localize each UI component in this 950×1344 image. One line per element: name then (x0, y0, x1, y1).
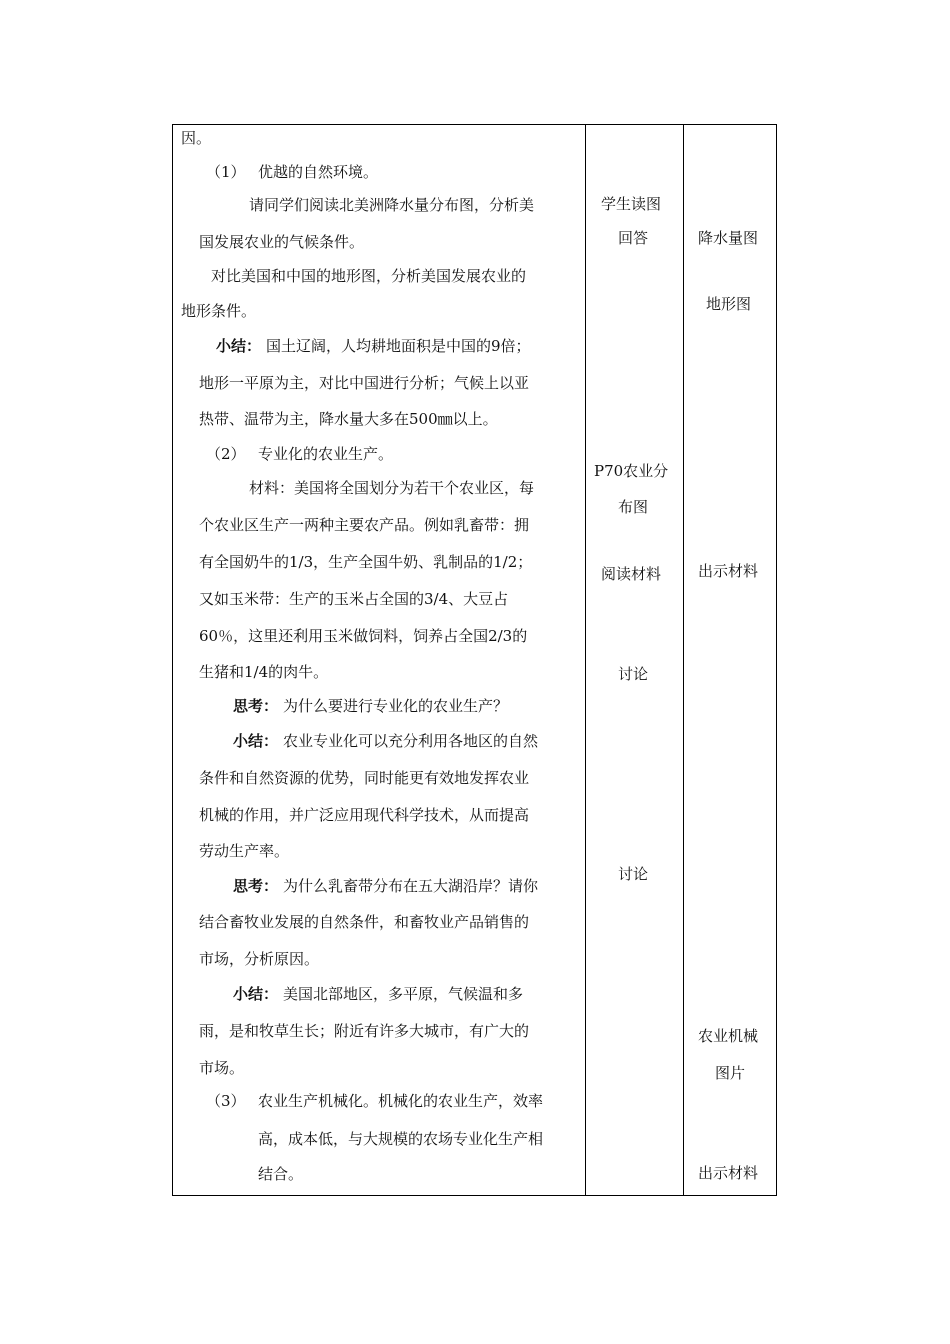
section-heading: 专业化的农业生产。 (258, 445, 394, 463)
activity-text: 阅读材料 (601, 565, 662, 583)
text-line: 市场。 (199, 1059, 245, 1077)
activity-text: 布图 (618, 498, 649, 516)
text-line: 为什么乳畜带分布在五大湖沿岸？请你 (283, 877, 539, 895)
activity-text: 讨论 (618, 865, 649, 883)
text-line: 地形一平原为主，对比中国进行分析；气候上以亚 (199, 374, 530, 392)
text-line: 热带、温带为主，降水量大多在500㎜以上。 (199, 410, 498, 428)
text-line: 国发展农业的气候条件。 (199, 233, 365, 251)
section-heading: 优越的自然环境。 (258, 163, 379, 181)
media-text: 出示材料 (698, 1164, 759, 1182)
think-label: 思考： (233, 877, 279, 895)
activity-text: P70农业分 (594, 462, 669, 480)
text-line: 农业专业化可以充分利用各地区的自然 (283, 732, 539, 750)
media-text: 地形图 (706, 295, 752, 313)
text-line: 美国北部地区，多平原，气候温和多 (283, 985, 524, 1003)
summary-label: 小结： (216, 337, 262, 355)
item-number: （2） (206, 445, 246, 463)
activity-text: 讨论 (618, 665, 649, 683)
text-line: 结合。 (258, 1165, 304, 1183)
text-line: 机械的作用，并广泛应用现代科学技术，从而提高 (199, 806, 530, 824)
text-line: 生猪和1/4的肉牛。 (199, 663, 329, 681)
text-line: 有全国奶牛的1/3，生产全国牛奶、乳制品的1/2； (199, 553, 533, 571)
think-label: 思考： (233, 697, 279, 715)
text-line: 又如玉米带：生产的玉米占全国的3/4、大豆占 (199, 590, 509, 608)
text-line: 国土辽阔，人均耕地面积是中国的9倍； (266, 337, 531, 355)
text-line: 雨，是和牧草生长；附近有许多大城市，有广大的 (199, 1022, 530, 1040)
activity-text: 回答 (618, 229, 649, 247)
item-number: （1） (206, 163, 246, 181)
text-line: 条件和自然资源的优势，同时能更有效地发挥农业 (199, 769, 530, 787)
section-heading: 农业生产机械化。机械化的农业生产，效率 (258, 1092, 544, 1110)
text-line: 对比美国和中国的地形图，分析美国发展农业的 (211, 267, 527, 285)
summary-label: 小结： (233, 985, 279, 1003)
summary-label: 小结： (233, 732, 279, 750)
column-divider (683, 125, 684, 1195)
media-text: 降水量图 (698, 229, 759, 247)
media-text: 出示材料 (698, 562, 759, 580)
text-line: 请同学们阅读北美洲降水量分布图，分析美 (249, 196, 535, 214)
activity-text: 学生读图 (601, 195, 662, 213)
text-line: 因。 (181, 129, 212, 147)
item-number: （3） (206, 1092, 246, 1110)
text-line: 材料：美国将全国划分为若干个农业区，每 (249, 479, 535, 497)
text-line: 为什么要进行专业化的农业生产？ (283, 697, 509, 715)
column-divider (585, 125, 586, 1195)
text-line: 60％，这里还利用玉米做饲料，饲养占全国2/3的 (199, 627, 528, 645)
text-line: 市场，分析原因。 (199, 950, 320, 968)
text-line: 结合畜牧业发展的自然条件，和畜牧业产品销售的 (199, 913, 530, 931)
text-line: 高，成本低，与大规模的农场专业化生产相 (258, 1130, 544, 1148)
text-line: 个农业区生产一两种主要农产品。例如乳畜带：拥 (199, 516, 530, 534)
media-text: 图片 (715, 1064, 746, 1082)
text-line: 劳动生产率。 (199, 842, 290, 860)
media-text: 农业机械 (698, 1027, 759, 1045)
text-line: 地形条件。 (181, 302, 257, 320)
